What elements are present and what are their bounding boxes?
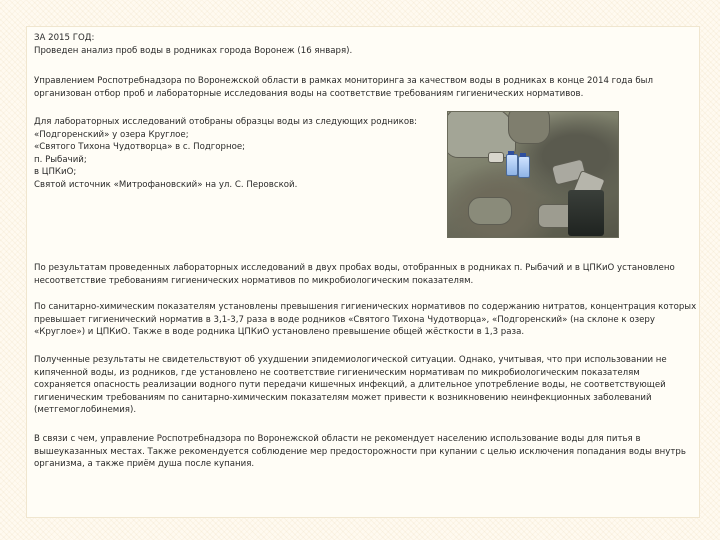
heading-subtitle: Проведен анализ проб воды в родниках города Воронеж (16 января). (34, 46, 353, 56)
recommendation-paragraph: В связи с чем, управление Роспотребнадзора по Воронежской области не рекомендует населению использование воды для питья в вышеуказанных местах. Также рекомендуется соблюдение мер предосторожности при купании с целью исключения попадания воды внутрь организма, а также приём душа после купания. (34, 434, 686, 470)
chemistry-paragraph: По санитарно-химическим показателям установлены превышения гигиенических нормативов по содержанию нитратов, концентрация которых превышает гигиенический норматив в 3,1-3,7 раза в воде родников «Святого Тихона Чудотворца», «Подгоренский» (на склоне к озеру «Круглое») и ЦПКиО. Также в воде родника ЦПКиО установлено превышение общей жёсткости в 1,3 раза. (34, 302, 697, 338)
spring-list-item: Святой источник «Митрофановский» на ул. С. Перовской. (34, 179, 298, 190)
spring-photo (447, 111, 619, 238)
spring-list-item: в ЦПКиО; (34, 167, 77, 178)
conclusion-paragraph: Полученные результаты не свидетельствуют об ухудшении эпидемиологической ситуации. Однако, учитывая, что при использовании не кипяченной воды, из родников, где установлено не соответствие гигиеническим нормативам по микробиологическим показателям сохраняется опасность реализации водного пути передачи кишечных инфекций, а длительное употребление воды, не соответствующей гигиеническим требованиям по санитарно-химическим показателям может привести к возникновению неинфекционных заболеваний (метгемоглобинемия). (34, 355, 667, 416)
spring-list-item: «Святого Тихона Чудотворца» в с. Подгорное; (34, 142, 246, 153)
heading-year: ЗА 2015 ГОД: (34, 33, 95, 43)
spring-list-item: «Подгоренский» у озера Круглое; (34, 129, 189, 140)
spring-list-lead: Для лабораторных исследований отобраны образцы воды из следующих родников: (34, 117, 418, 127)
spring-list (34, 116, 444, 192)
spring-list-item: п. Рыбачий; (34, 154, 87, 165)
intro-paragraph: Управлением Роспотребнадзора по Воронежской области в рамках мониторинга за качеством воды в родниках в конце 2014 года был организован отбор проб и лабораторные исследования воды на соответствие требованиям гигиенических нормативов. (34, 76, 653, 99)
results-paragraph: По результатам проведенных лабораторных исследований в двух пробах воды, отобранных в родниках п. Рыбачий и в ЦПКиО установлено несоответствие требованиям гигиенических нормативов по микробиологическим показателям. (34, 263, 675, 286)
